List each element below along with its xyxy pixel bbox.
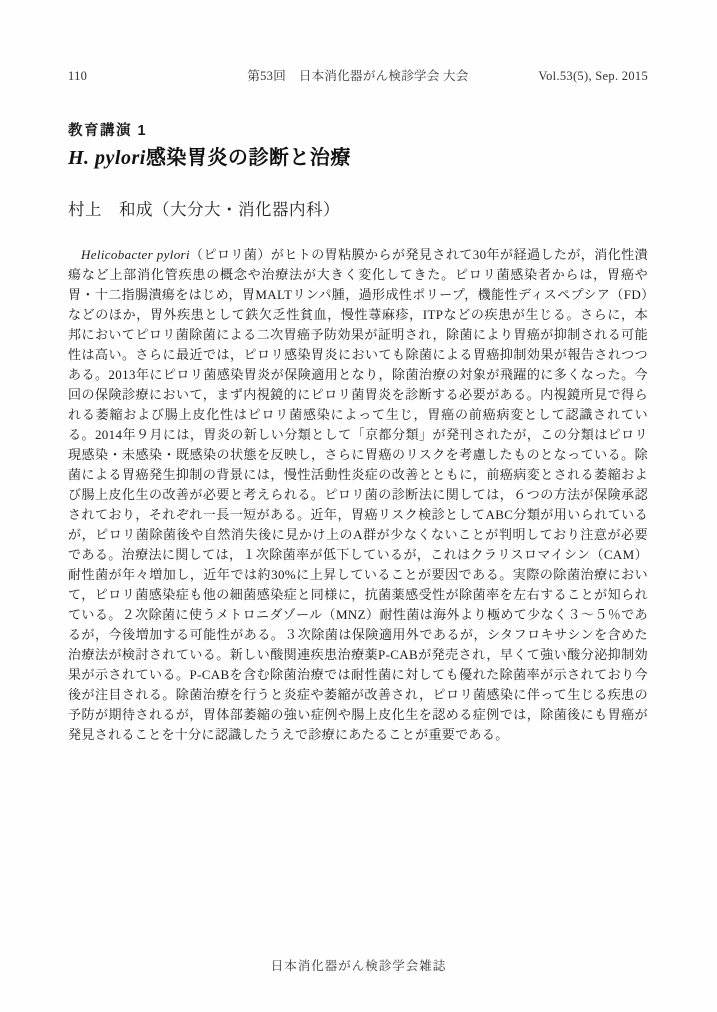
abstract-paragraph xyxy=(68,245,648,745)
page-number: 110 xyxy=(68,69,88,83)
conference-name: 第53回 日本消化器がん検診学会 大会 xyxy=(247,69,469,83)
volume-info: Vol.53(5), Sep. 2015 xyxy=(538,69,648,83)
author-affiliation: 村上 和成（大分大・消化器内科） xyxy=(68,200,340,219)
page-title xyxy=(68,141,351,170)
abstract-lead-organism: Helicobacter pylori xyxy=(81,247,190,262)
title-text: 感染胃炎の診断と治療 xyxy=(145,147,351,169)
title-italic-organism: H. pylori xyxy=(68,147,146,169)
running-header xyxy=(68,66,648,84)
abstract-body-text: （ピロリ菌）がヒトの胃粘膜からが発見されて30年が経過したが，消化性潰瘍など上部消化管疾患の概念や治療法が大きく変化してきた。ピロリ菌感染者からは，胃癌や胃・十二指腸潰瘍をはじめ，胃MALTリンパ腫，過形成性ポリープ，機能性ディスペプシア（FD）などのほか，胃外疾患として鉄欠乏性貧血，慢性蕁麻疹，ITPなどの疾患が生じる。さらに，本邦においてピロリ菌除菌による二次胃癌予防効果が証明され，除菌により胃癌が抑制される可能性は高い。さらに最近では，ピロリ感染胃炎においても除菌による胃癌抑制効果が報告されつつある。2013年にピロリ菌感染胃炎が保険適用となり，除菌治療の対象が飛躍的に多くなった。今回の保険診療において，まず内視鏡的にピロリ菌胃炎を診断する必要がある。内視鏡所見で得られる萎縮および腸上皮化性はピロリ菌感染によって生じ，胃癌の前癌病変として認識されている。2014年９月には，胃炎の新しい分類として「京都分類」が発刊されたが，この分類はピロリ現感染・未感染・既感染の状態を反映し，さらに胃癌のリスクを考慮したものとなっている。除菌による胃癌発生抑制の背景には，慢性活動性炎症の改善とともに，前癌病変とされる萎縮および腸上皮化生の改善が必要と考えられる。ピロリ菌の診断法に関しては，６つの方法が保険承認されており，それぞれ一長一短がある。近年，胃癌リスク検診としてABC分類が用いられているが，ピロリ菌除菌後や自然消失後に見かけ上のA群が少なくないことが判明しており注意が必要である。治療法に関しては，１次除菌率が低下しているが，これはクラリスロマイシン（CAM）耐性菌が年々増加し，近年では約30%に上昇していることが要因である。実際の除菌治療において，ピロリ菌感染症も他の細菌感染症と同様に，抗菌薬感受性が除菌率を左右することが知られている。２次除菌に使うメトロニダゾール（MNZ）耐性菌は海外より極めて少なく３～５％であるが，今後増加する可能性がある。３次除菌は保険適用外であるが，シタフロキサシンを含めた治療法が検討されている。新しい酸関連疾患治療薬P-CABが発売され，早くて強い酸分泌抑制効果が示されている。P-CABを含む除菌治療では耐性菌に対しても優れた除菌率が示されており今後が注目される。除菌治療を行うと炎症や萎縮が改善され，ピロリ菌感染に伴って生じる疾患の予防が期待されるが，胃体部萎縮の強い症例や腸上皮化生を認める症例では，除菌後にも胃癌が発見されることを十分に認識したうえで診療にあたることが重要である。 xyxy=(68,247,648,742)
session-label: 教育講演 1 xyxy=(68,123,148,139)
journal-footer: 日本消化器がん検診学会雑誌 xyxy=(270,959,447,973)
